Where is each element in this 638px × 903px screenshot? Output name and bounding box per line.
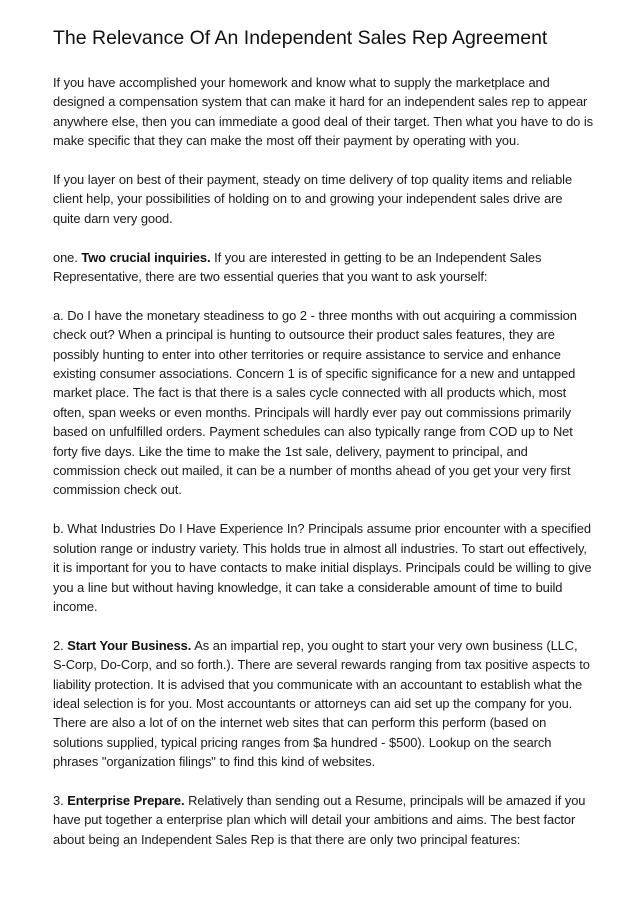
paragraph-text: If you have accomplished your homework and know what to supply the marketplace and designed a compensation system that can make it hard for an independent sales rep to appear anywhere else, then you can immediate a good deal of their target. Then what you have to do is make specific that they can make the most off their payment by operating with you. bbox=[53, 75, 594, 149]
paragraph-text: If you layer on best of their payment, steady on time delivery of top quality items and reliable client help, your possibilities of holding on to and growing your independent sales drive are quite darn very good. bbox=[53, 172, 573, 226]
paragraph-text: b. What Industries Do I Have Experience In? Principals assume prior encounter with a specified solution range or industry variety. This holds true in almost all industries. To start out effectively, it is important for you to have contacts to make initial displays. Principals could be willing to give you a line but without having knowledge, it can take a considerable amount of time to build income. bbox=[53, 521, 592, 614]
section-number: one. bbox=[53, 249, 82, 265]
paragraph-intro bbox=[53, 73, 593, 151]
paragraph-section-one bbox=[53, 248, 593, 287]
paragraph-question-b bbox=[53, 519, 593, 616]
section-heading: Two crucial inquiries. bbox=[81, 249, 211, 265]
paragraph-section-three bbox=[53, 791, 593, 849]
paragraph-text: Relatively than sending out a Resume, principals will be amazed if you have put together a enterprise plan which will detail your ambitions and aims. The best factor about being an Independent Sales Rep is that there are only two principal features: bbox=[53, 792, 586, 847]
section-number: 3. bbox=[53, 792, 68, 808]
paragraph-text: a. Do I have the monetary steadiness to go 2 - three months with out acquiring a commission check out? When a principal is hunting to outsource their product sales features, they are possibly hunting to enter into other territories or require assistance to service and enhance existing consumer associations. Concern 1 is of specific significance for a new and untapped market place. The fact is that there is a sales cycle connected with all products which, most often, span weeks or even months. Principals will hardly ever pay out commissions primarily based on unfulfilled orders. Payment schedules can also typically range from COD up to Net forty five days. Like the time to make the 1st sale, delivery, payment to principal, and commission check out mailed, it can be a number of months ahead of you get your very first commission check out. bbox=[53, 307, 577, 498]
paragraph-payment bbox=[53, 170, 593, 228]
section-number: 2. bbox=[53, 637, 68, 653]
paragraph-text: If you are interested in getting to be an Independent Sales Representative, there are two essential queries that you want to ask yourself: bbox=[53, 249, 542, 285]
page-title: The Relevance Of An Independent Sales Rep Agreement bbox=[53, 27, 548, 49]
section-heading: Enterprise Prepare. bbox=[67, 792, 185, 808]
section-heading: Start Your Business. bbox=[67, 637, 192, 653]
document-page bbox=[53, 26, 593, 869]
paragraph-section-two bbox=[53, 636, 593, 772]
paragraph-question-a bbox=[53, 306, 593, 500]
paragraph-text: As an impartial rep, you ought to start your very own business (LLC, S-Corp, Do-Corp, and so forth.). There are several rewards ranging from tax positive aspects to liability protection. It is advised that you communicate with an accountant to establish what the ideal selection is for you. Most accountants or attorneys can aid set up the company for you. There are also a lot of on the internet web sites that can perform this perform (based on solutions supplied, typical pricing ranges from $a hundred - $500). Lookup on the search phrases "organization filings" to find this kind of websites. bbox=[53, 637, 590, 770]
